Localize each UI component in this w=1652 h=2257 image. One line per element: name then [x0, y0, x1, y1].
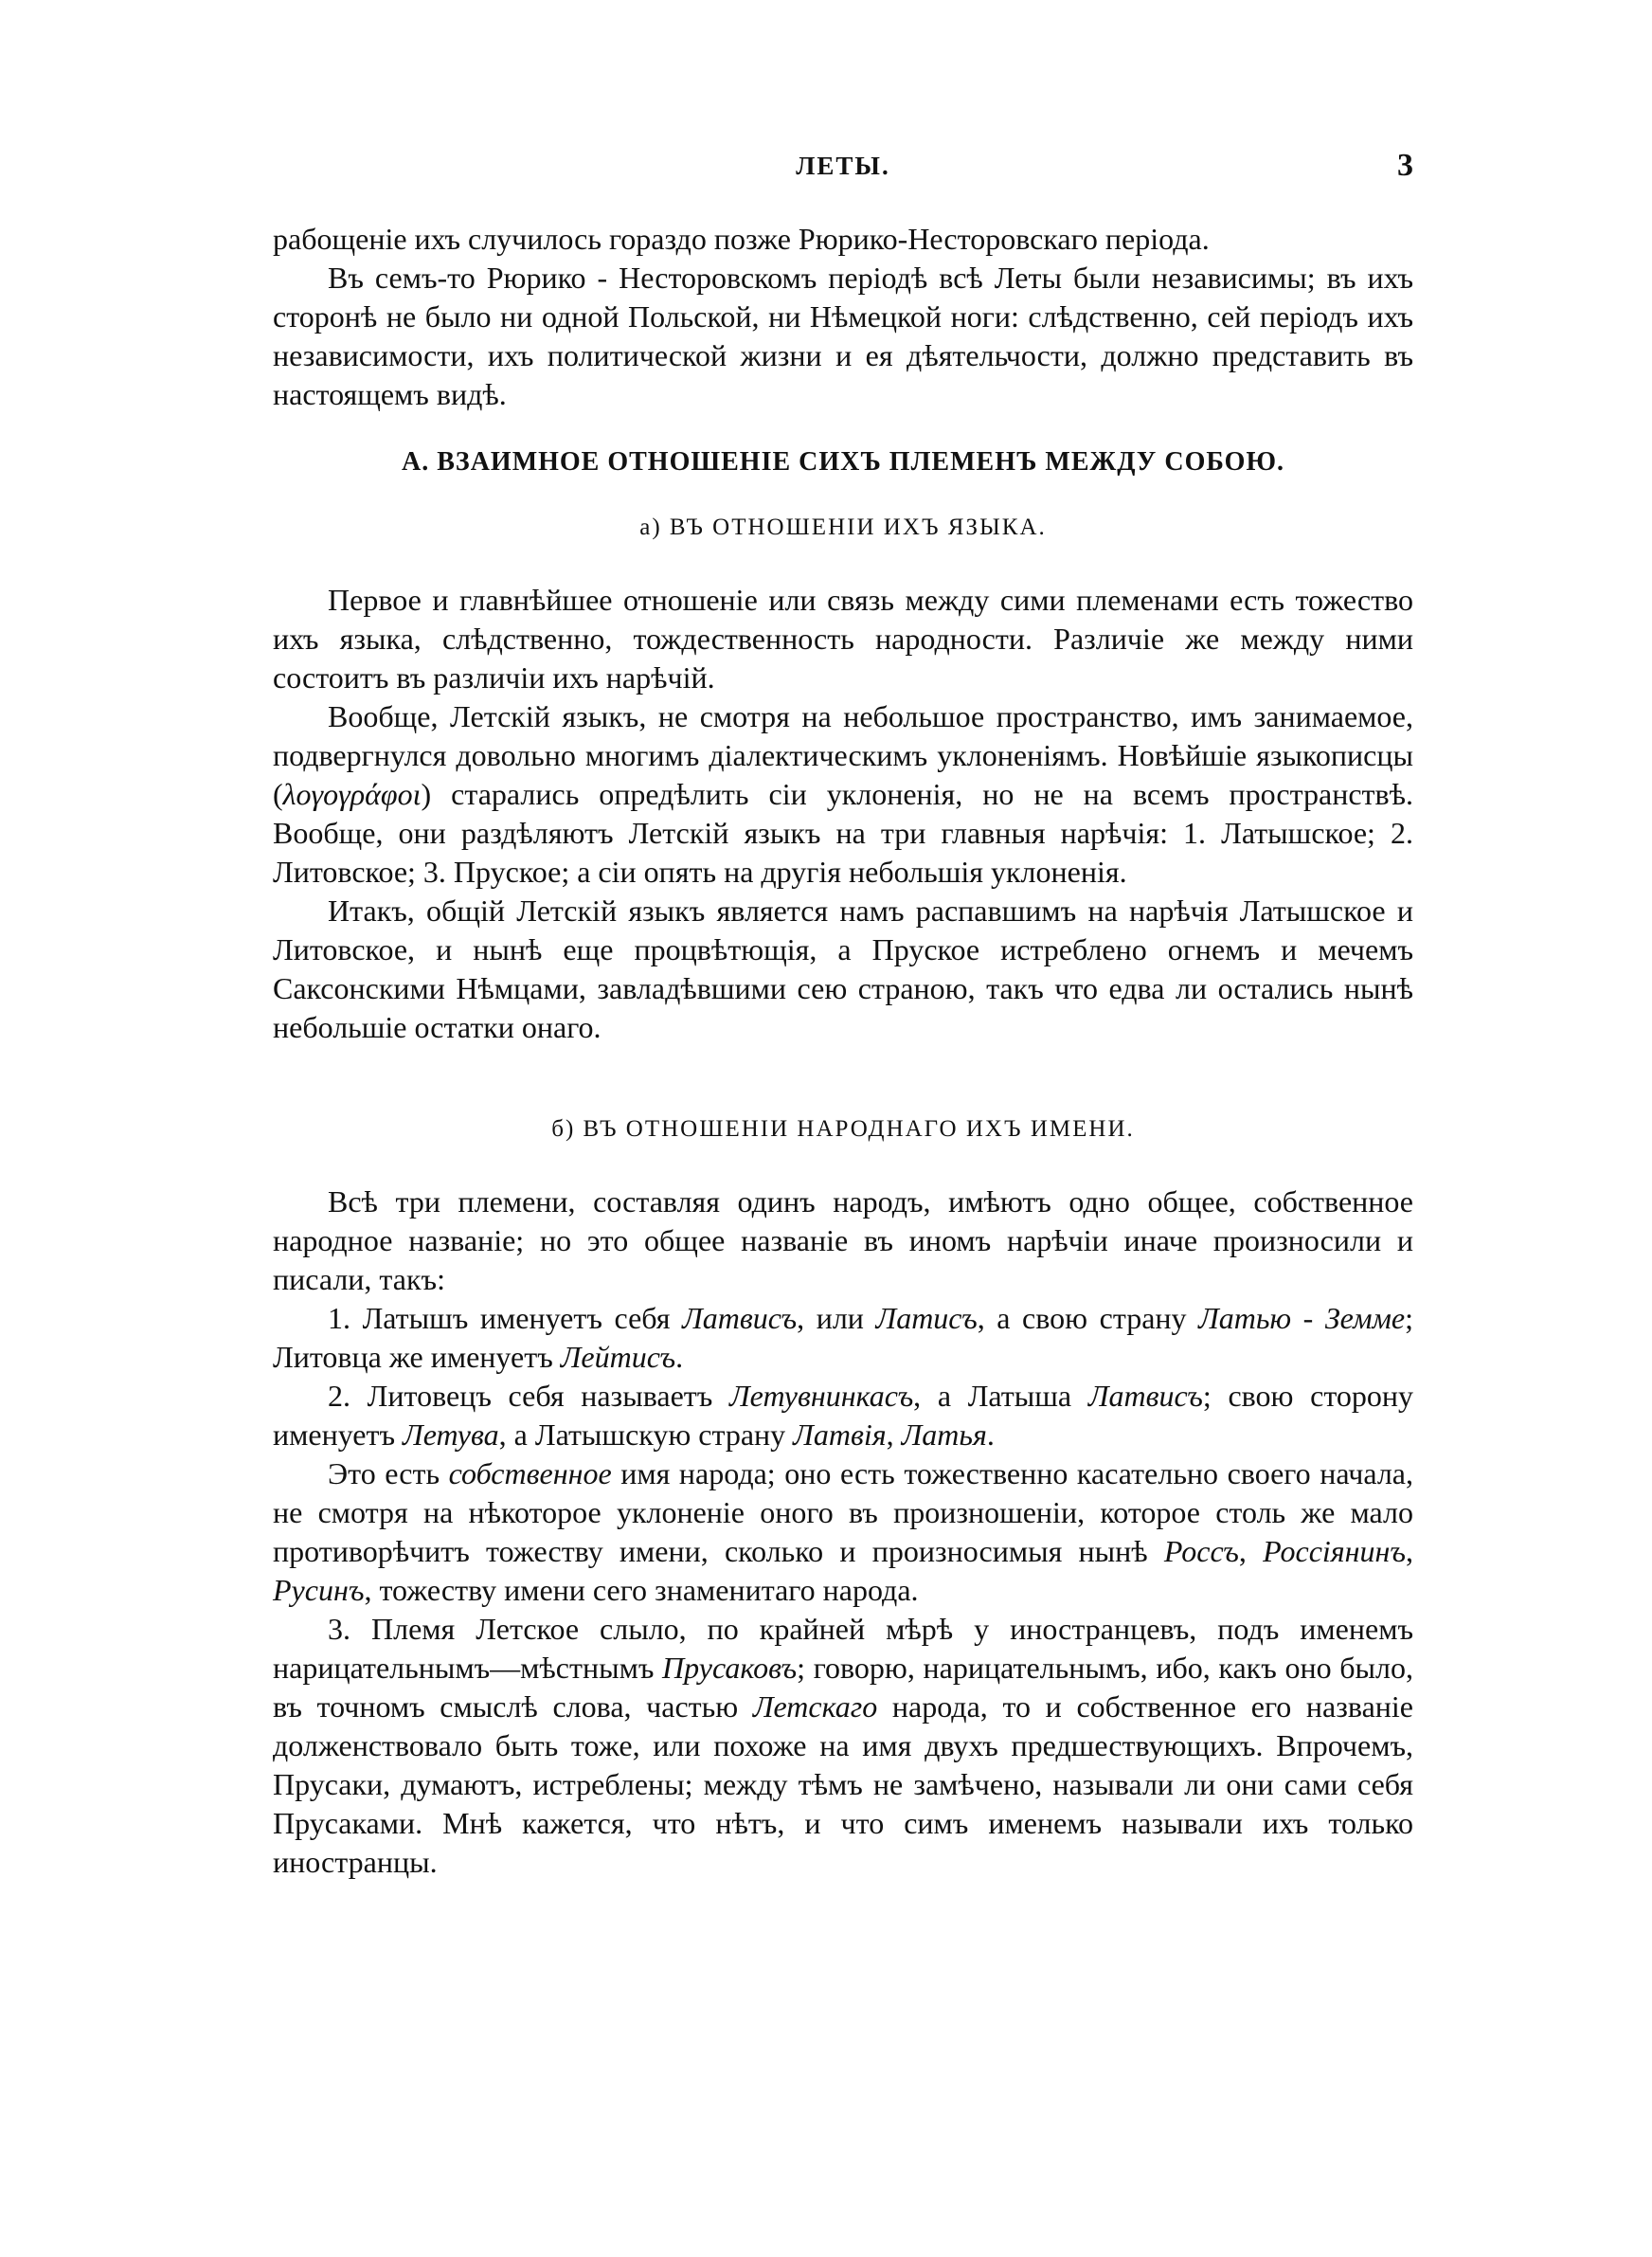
page-header — [273, 148, 1413, 190]
italic-term: Русинъ — [273, 1573, 365, 1607]
italic-term: Латвисъ — [682, 1301, 798, 1335]
subheading-name: б) ВЪ ОТНОШЕНІИ НАРОДНАГО ИХЪ ИМЕНИ. — [551, 1116, 1135, 1142]
text-run: , — [1406, 1534, 1414, 1568]
paragraph-6: Всѣ три племени, составляя одинъ народъ, имѣютъ одно общее, собственное народное названіе; но это общее названіе въ иномъ нарѣчіи иначе произносили и писали, такъ: — [273, 1184, 1413, 1296]
section-heading-a: А. ВЗАИМНОЕ ОТНОШЕНІЕ СИХЪ ПЛЕМЕНЪ МЕЖДУ СОБОЮ. — [402, 447, 1284, 477]
text-run: , а свою страну — [977, 1301, 1199, 1335]
running-head: ЛЕТЫ. — [796, 152, 890, 180]
italic-term: Латью - Земме — [1198, 1301, 1406, 1335]
text-run: 1. Латышъ именуетъ себя — [328, 1301, 683, 1335]
spacer — [273, 1047, 1413, 1087]
italic-term: Латвія — [793, 1417, 887, 1452]
italic-term: Россъ — [1163, 1534, 1239, 1568]
text-run: , — [886, 1417, 902, 1452]
paragraph-5: Итакъ, общій Летскій языкъ является намъ распавшимъ на нарѣчія Латышское и Литовское, и нынѣ еще процвѣтющія, а Пруское истреблено огнемъ и мечемъ Саксонскими Нѣмцами, завладѣвшими сею страною, такъ что едва ли остались нынѣ небольшіе остатки онаго. — [273, 894, 1413, 1044]
italic-term: Латья — [901, 1417, 987, 1452]
text-run: 2. Литовецъ себя называетъ — [328, 1379, 729, 1413]
body-text — [273, 220, 1413, 1882]
paragraph-9 — [273, 1454, 1413, 1610]
text-run: , а Латыша — [913, 1379, 1088, 1413]
italic-term: Латисъ — [875, 1301, 978, 1335]
page-number: 3 — [1397, 148, 1413, 183]
italic-term: Летува — [403, 1417, 499, 1452]
italic-term: Россіянинъ — [1263, 1534, 1407, 1568]
text-run: имя народа; оно есть тожественно касательно своего начала, не смотря на нѣкоторое уклоненіе оного въ произношеніи, которое столь же мало противорѣчитъ тожеству имени, сколько и произносимыя нынѣ — [273, 1456, 1414, 1568]
italic-term: Летскаго — [752, 1689, 878, 1724]
paragraph-2: Въ семъ-то Рюрико - Несторовскомъ періодѣ всѣ Леты были независимы; въ ихъ сторонѣ не было ни одной Польской, ни Нѣмецкой ноги: слѣдственно, сей періодъ ихъ независимости, ихъ политической жизни и ея дѣятельчости, должно представить въ настоящемъ видѣ. — [273, 261, 1413, 411]
text-run: народа, то и собственное его названіе долженствовало быть тоже, или похоже на имя двухъ предшествующихъ. Впрочемъ, Прусаки, думаютъ, истреблены; между тѣмъ не замѣчено, называли ли они сами себя Прусаками. Мнѣ кажется, что нѣтъ, и что симъ именемъ называли ихъ только иностранцы. — [273, 1689, 1414, 1879]
text-run: ; говорю, нарицательнымъ, ибо, какъ оно было, въ точномъ смыслѣ слова, частью — [273, 1651, 1414, 1724]
paragraph-3: Первое и главнѣйшее отношеніе или связь между сими племенами есть тожество ихъ языка, слѣдственно, тождественность народности. Различіе же между ними состоитъ въ различіи ихъ нарѣчій. — [273, 583, 1413, 695]
text-run: , — [1238, 1534, 1264, 1568]
italic-term: Прусаковъ — [662, 1651, 798, 1685]
italic-term: собственное — [448, 1456, 612, 1490]
paragraph-8 — [273, 1377, 1413, 1454]
paragraph-7 — [273, 1299, 1413, 1377]
italic-term: Лейтисъ — [560, 1340, 676, 1374]
text-run: ; свою сторону именуетъ — [273, 1379, 1414, 1452]
text-run: 3. Племя Летское слыло, по крайней мѣрѣ у иностранцевъ, подъ именемъ нарицательнымъ—мѣстнымъ — [273, 1612, 1413, 1685]
paragraph-4-part-1: Вообще, Летскій языкъ, не смотря на небольшое пространство, имъ занимаемое, подвергнулся довольно многимъ діалектическимъ уклоненіямъ. Новѣйшіе языкописцы ( — [273, 699, 1413, 811]
subheading-language: а) ВЪ ОТНОШЕНІИ ИХЪ ЯЗЫКА. — [639, 515, 1047, 540]
paragraph-10 — [273, 1610, 1413, 1882]
text-run: , тожеству имени сего знаменитаго народа. — [364, 1573, 919, 1607]
text-run: Это есть — [328, 1456, 449, 1490]
greek-term: λογογράφοι — [282, 777, 422, 811]
paragraph-4 — [273, 697, 1413, 892]
italic-term: Латвисъ — [1087, 1379, 1203, 1413]
paragraph-4-part-2: ) старались опредѣлить сіи уклоненія, но не на всемъ пространствѣ. Вообще, они раздѣляютъ Летскій языкъ на три главныя нарѣчія: 1. Латышское; 2. Литовское; 3. Пруское; а сіи опять на другія небольшія уклоненія. — [273, 777, 1413, 889]
italic-term: Летувнинкасъ — [729, 1379, 914, 1413]
text-run: ; Литовца же именуетъ — [273, 1301, 1414, 1374]
text-run: . — [986, 1417, 995, 1452]
text-run: , а Латышскую страну — [498, 1417, 794, 1452]
text-run: . — [675, 1340, 684, 1374]
text-run: , или — [797, 1301, 876, 1335]
paragraph-1: рабощеніе ихъ случилось гораздо позже Рюрико-Несторовскаго періода. — [273, 222, 1210, 256]
